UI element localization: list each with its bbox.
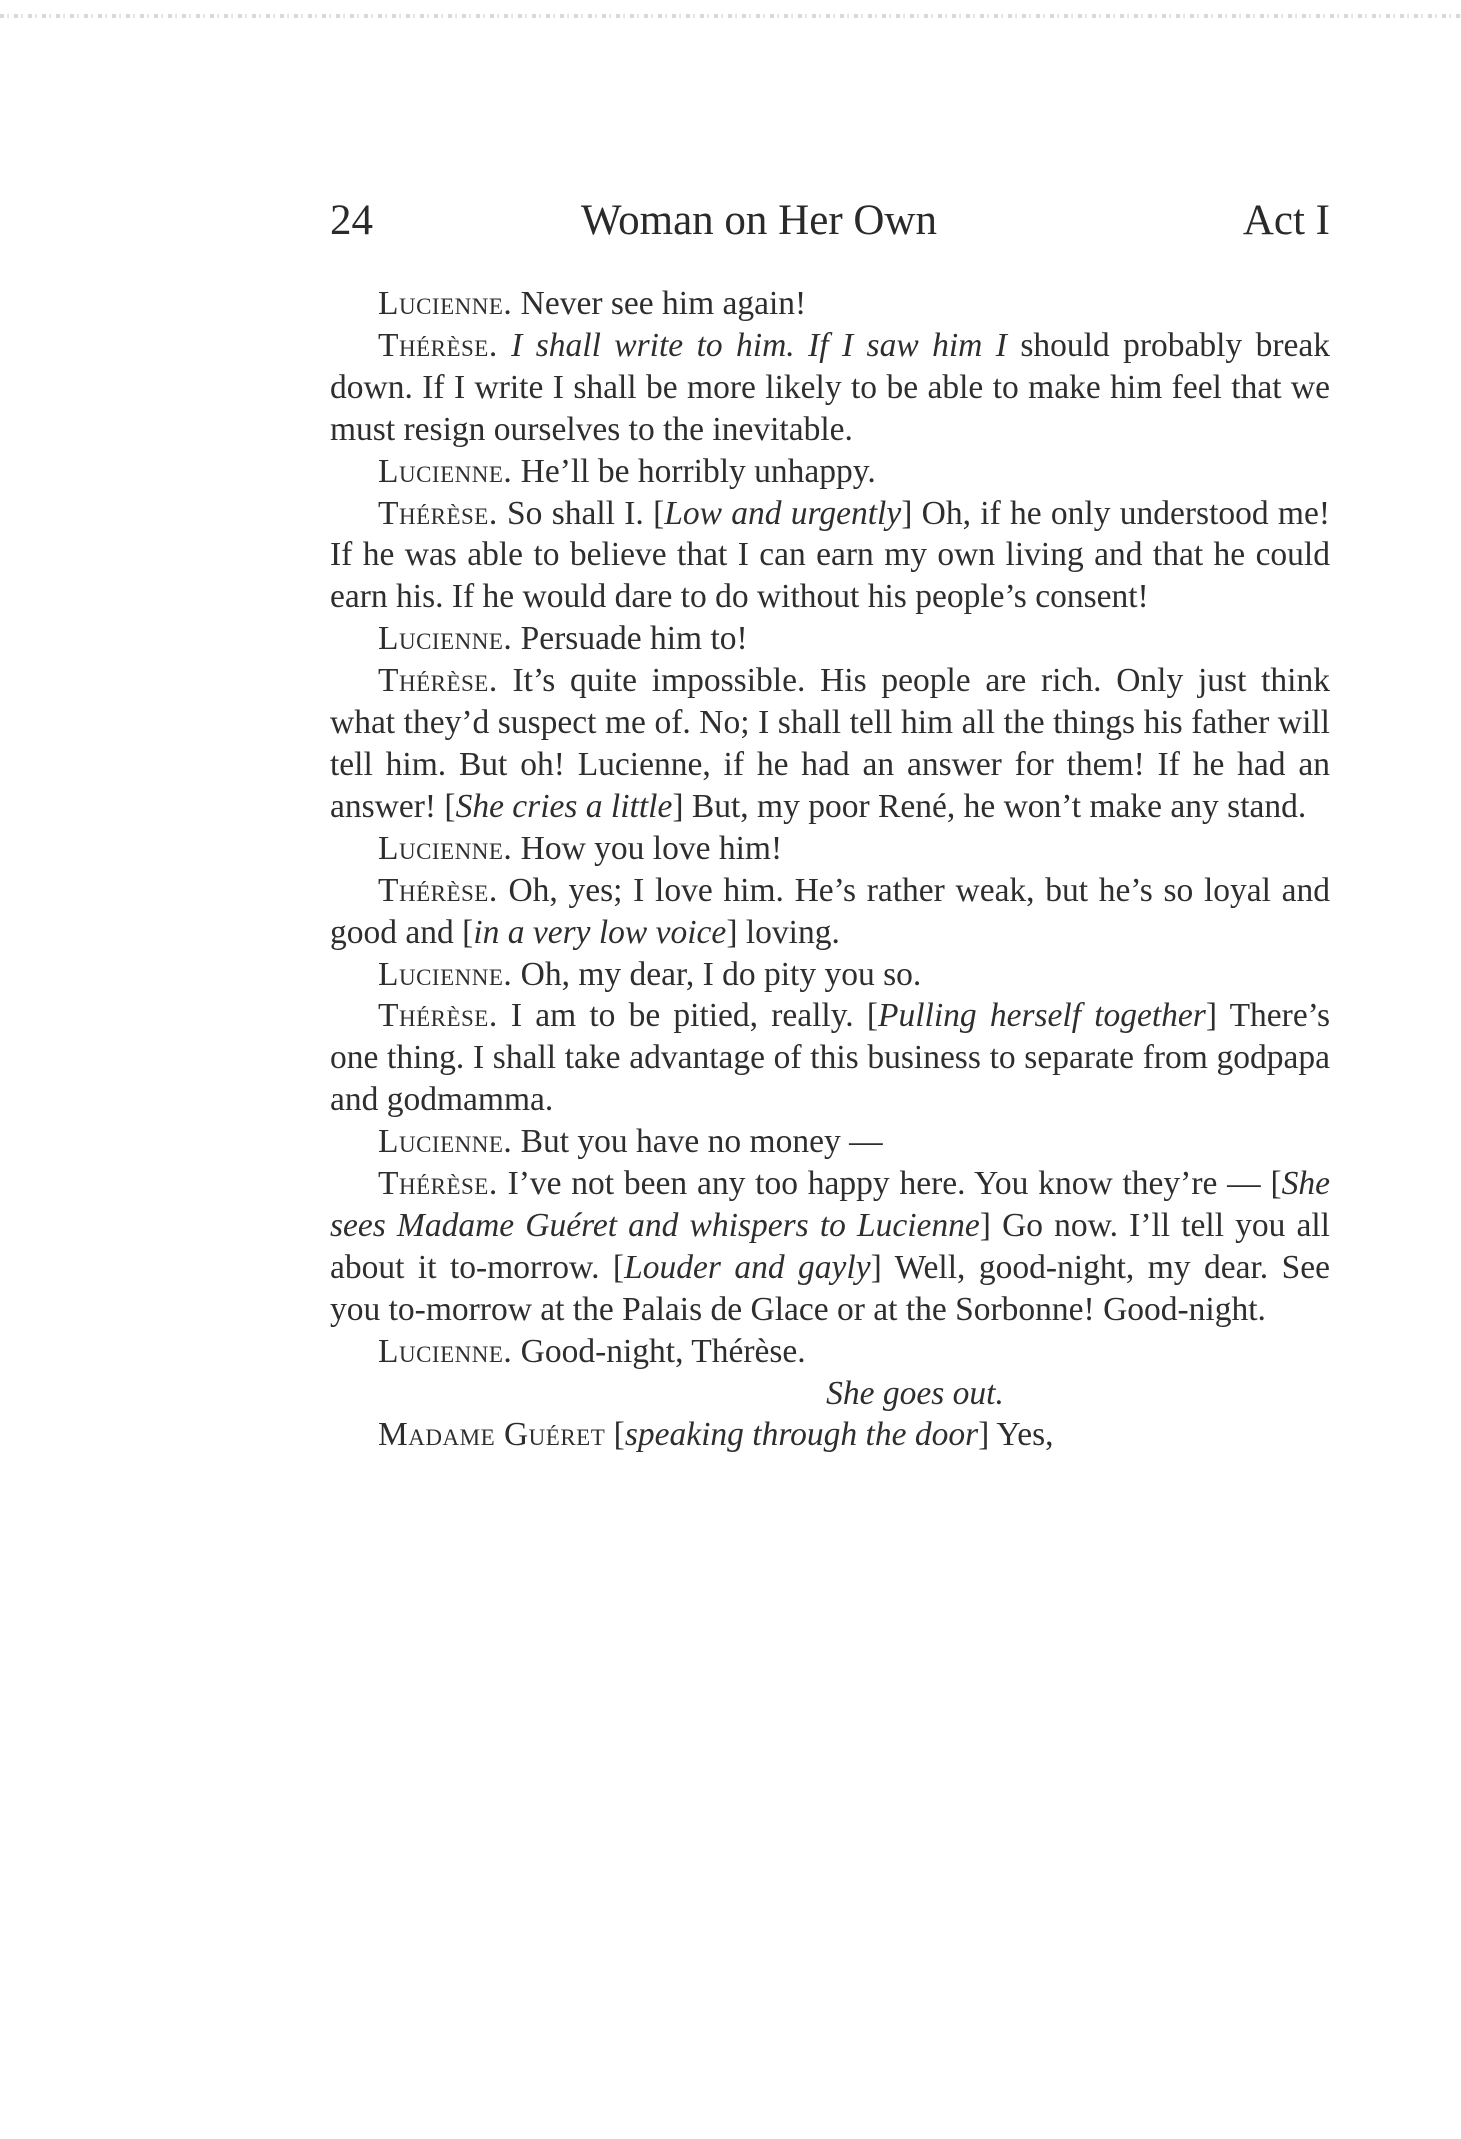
scan-edge-artifact: [0, 14, 1461, 18]
stage-direction: She cries a little: [455, 787, 673, 825]
dialogue-line: Thérèse. I’ve not been any too happy here. You know they’re — [She sees Madame Guéret and whispers to Lucienne] Go now. I’ll tell you all about it to-morrow. [Louder and gayly] Well, good-night, my dear. See you to-morrow at the Palais de Glace or at the Sorbonne! Good-night.: [330, 1165, 1331, 1328]
speech-text: I am to be pitied, really.: [510, 997, 854, 1035]
speech-text: loving.: [745, 913, 840, 951]
speaker-name: Thérèse.: [378, 662, 498, 700]
dialogue-line: [330, 283, 1330, 325]
speech-text: But you have no money —: [520, 1123, 883, 1161]
speaker-name: Thérèse.: [378, 997, 498, 1035]
speaker-name: Lucienne.: [378, 829, 513, 867]
speaker-name: Lucienne.: [378, 1332, 513, 1370]
speech-text: Well, good-night, my dear. See you to-morrow at the Palais de Glace or at the Sorbonne! Good-night.: [330, 1248, 1330, 1328]
stage-direction: speaking through the door: [624, 1416, 979, 1454]
page-number: 24: [330, 197, 373, 244]
dialogue-line: [330, 325, 1330, 451]
speaker-name: Lucienne.: [378, 285, 513, 322]
dialogue-line: Thérèse. It’s quite impossible. His people are rich. Only just think what they’d suspect me of. No; I shall tell him all the things his father will tell him. But oh! Lucienne, if he had an answer for them! If he had an answer! [She cries a little] But, my poor René, he won’t make any stand.: [330, 662, 1330, 825]
speech-text: He’ll be horribly unhappy.: [520, 452, 876, 490]
speech-text: should probably break down. If I write I shall be more likely to be able to make him feel that we must resign ourselves to the inevitable.: [330, 326, 1330, 448]
speaker-name: Lucienne.: [378, 955, 513, 993]
speech-text: Oh, if he only understood me! If he was able to believe that I can earn my own living and that he could earn his. If he would dare to do without his people’s consent!: [330, 494, 1331, 616]
speech-text: There’s one thing. I shall take advantage of this business to separate from godpapa and godmamma.: [330, 997, 1331, 1119]
speaker-name: Madame Guéret: [378, 1416, 606, 1454]
speaker-name: Lucienne.: [378, 452, 513, 490]
speech-text: Good-night, Thérèse.: [520, 1332, 806, 1370]
dialogue-line: [330, 1331, 1330, 1373]
dialogue-line: Thérèse. I am to be pitied, really. [Pulling herself together] There’s one thing. I shall take advantage of this business to separate from godpapa and godmamma.: [330, 997, 1331, 1119]
stage-direction: Low and urgently: [664, 494, 902, 532]
speech-text: Persuade him to!: [520, 620, 748, 658]
speaker-name: Thérèse.: [378, 326, 498, 364]
dialogue-line: [330, 828, 1330, 870]
speech-text: Oh, yes; I love him. He’s rather weak, but he’s so loyal and good and: [330, 871, 1330, 951]
speech-text: Never see him again!: [520, 285, 807, 322]
speech-text: How you love him!: [520, 829, 783, 867]
stage-direction: Louder and gayly: [624, 1248, 871, 1286]
stage-direction: in a very low voice: [473, 913, 727, 951]
speaker-name: Thérèse.: [378, 1165, 498, 1203]
dialogue-line: [330, 618, 1330, 660]
speech-text: Oh, my dear, I do pity you so.: [520, 955, 922, 993]
speech-text-italic: I shall write to him. If I saw him I: [511, 326, 1007, 364]
dialogue-body: [330, 283, 1330, 1456]
dialogue-line: [330, 451, 1330, 493]
speech-text: I’ve not been any too happy here. You know they’re —: [507, 1165, 1261, 1203]
speech-text: Go now. I’ll tell you all about it to-morrow.: [330, 1206, 1330, 1286]
speaker-name: Lucienne.: [378, 620, 513, 658]
speaker-name: Thérèse.: [378, 871, 498, 909]
dialogue-line: Thérèse. So shall I. [Low and urgently] Oh, if he only understood me! If he was able to believe that I can earn my own living and that he could earn his. If he would dare to do without his people’s consent!: [330, 494, 1331, 616]
dialogue-line: [330, 1121, 1330, 1163]
dialogue-line: Madame Guéret [speaking through the door] Yes,: [378, 1416, 1054, 1454]
dialogue-line: Thérèse. Oh, yes; I love him. He’s rather weak, but he’s so loyal and good and [in a very low voice] loving.: [330, 871, 1330, 951]
dialogue-line: [330, 954, 1330, 996]
speech-text: Yes,: [996, 1416, 1054, 1454]
running-header: [330, 196, 1330, 256]
stage-direction: Pulling herself together: [878, 997, 1206, 1035]
exit-direction: She goes out.: [826, 1374, 1004, 1412]
speech-text: It’s quite impossible. His people are rich. Only just think what they’d suspect me of. No; I shall tell him all the things his father will tell him. But oh! Lucienne, if he had an answer for them! If he had an answer!: [330, 662, 1330, 825]
speaker-name: Thérèse.: [378, 494, 498, 532]
speech-text: But, my poor René, he won’t make any stand.: [691, 787, 1307, 825]
running-title: Woman on Her Own: [581, 197, 937, 244]
speech-text: So shall I.: [507, 494, 644, 532]
act-label: Act I: [1242, 197, 1330, 244]
stage-direction: She sees Madame Guéret and whispers to Lucienne: [330, 1165, 1331, 1244]
speaker-name: Lucienne.: [378, 1123, 513, 1161]
